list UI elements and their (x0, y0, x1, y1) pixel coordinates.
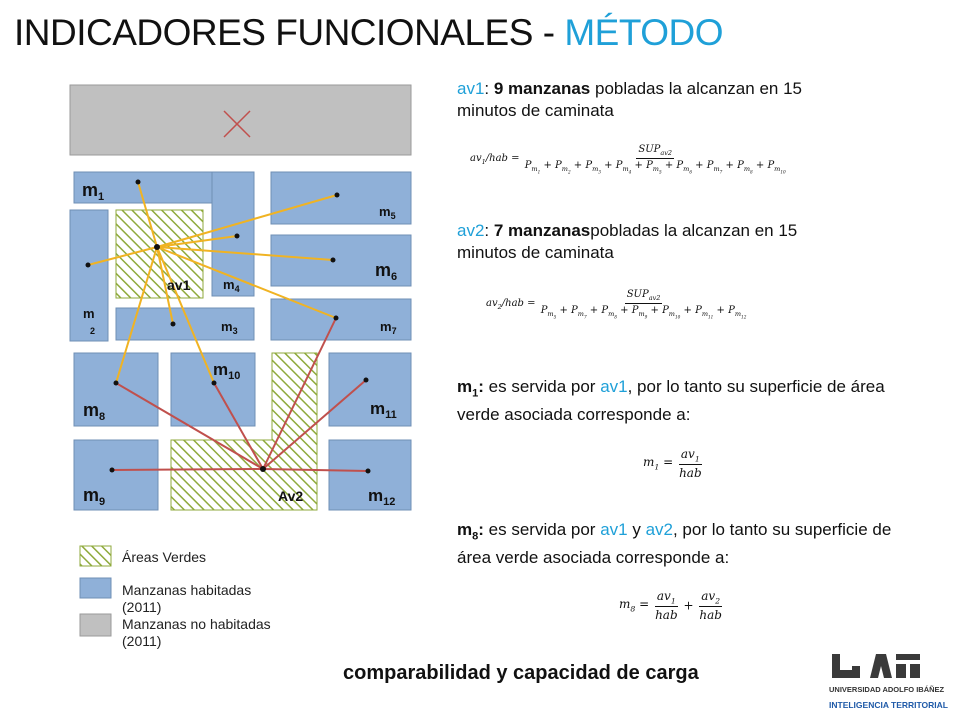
equation-m1: $m_1$ = $\frac{av_1}{\text{hab}}$ (643, 447, 702, 481)
legend-populated-label: Manzanas habitadas (2011) (122, 582, 252, 615)
centroid-m2 (86, 263, 91, 268)
label-m5: $m_5$ (379, 204, 396, 221)
legend-swatch-unpopulated (80, 614, 111, 636)
denominator-term: $P_{m_2}$ (555, 160, 571, 175)
uai-logo-mark (826, 652, 948, 714)
label-av2: Av2 (278, 488, 304, 504)
denominator-term: $P_{m_{12}}$ (728, 305, 747, 320)
centroid-m8 (114, 381, 119, 386)
centroid-m10 (212, 381, 217, 386)
centroid-m1 (136, 180, 141, 185)
denominator-term: $P_{m_9}$ (631, 305, 648, 320)
centroid-av1 (154, 244, 160, 250)
svg-text:INTELIGENCIA TERRITORIAL: INTELIGENCIA TERRITORIAL (829, 700, 948, 710)
denominator-term: $P_{m_{10}}$ (662, 305, 681, 320)
label-m9: $m_9$ (83, 485, 106, 508)
centroid-av2 (260, 466, 266, 472)
denominator-term: $P_{m_7}$ (706, 160, 723, 175)
label-m10: $m_{10}$ (213, 360, 241, 382)
denominator-term: $P_{m_{10}}$ (767, 160, 786, 175)
centroid-m11 (364, 378, 369, 383)
legend-swatch-populated (80, 578, 111, 598)
label-av1: av1 (167, 277, 191, 293)
label-m7: $m_7$ (380, 319, 397, 336)
centroid-m7 (334, 316, 339, 321)
footer-caption: comparabilidad y capacidad de carga (343, 662, 699, 684)
label-m3: $m_3$ (221, 319, 238, 336)
denominator-term: $P_{m_3}$ (585, 160, 601, 175)
denominator-term: $P_{m_8}$ (601, 305, 617, 320)
page-title: INDICADORES FUNCIONALES - MÉTODO (14, 12, 724, 53)
equation-av1: $av_1$/hab = $\frac{SUP_{av2}}{P_{m_1} + P_{m_2} + P_{m_3} + P_{m_4} + P_{m_5} + P_{m_6} + P_{m_7} + P_{m_8} + P_{m_{10}}}$ (470, 144, 786, 175)
denominator-term: $P_{m_1}$ (524, 160, 541, 175)
label-m2: m (83, 306, 95, 321)
label-m12: $m_{12}$ (368, 486, 396, 508)
av2-description: av2: 7 manzanaspobladas la alcanzan en 15 minutos de caminata (457, 221, 798, 262)
denominator-term: $P_{m_6}$ (676, 160, 692, 175)
denominator-term: $P_{m_5}$ (540, 305, 557, 320)
centroid-m4 (235, 234, 240, 239)
av1-description: av1: 9 manzanas pobladas la alcanzan en 15 minutos de caminata (457, 79, 802, 120)
centroid-m6 (331, 258, 336, 263)
label-m4: $m_4$ (223, 277, 240, 294)
legend-unpopulated-label: Manzanas no habitadas (2011) (122, 616, 271, 649)
label-m2-sub: 2 (90, 326, 96, 336)
denominator-term: $P_{m_4}$ (615, 160, 632, 175)
centroid-m9 (110, 468, 115, 473)
legend-swatch-green (80, 546, 111, 566)
block-m2 (70, 210, 108, 341)
link-av2-m9 (112, 469, 263, 470)
label-m6: $m_6$ (375, 260, 398, 283)
denominator-term: $P_{m_5}$ (646, 160, 662, 175)
denominator-term: $P_{m_{11}}$ (695, 305, 714, 320)
centroid-m5 (335, 193, 340, 198)
m1-description: $m_1$: es servida por av1, por lo tanto su superficie de área verde asociada corresponde a: (457, 377, 885, 425)
denominator-term: $P_{m_8}$ (737, 160, 753, 175)
label-m8: $m_8$ (83, 400, 106, 423)
equation-av2: $av_2$/hab = $\frac{SUP_{av2}}{P_{m_5} + P_{m_7} + P_{m_8} + P_{m_9} + P_{m_{10}} + P_{m_{11}} + P_{m_{12}}}$ (486, 289, 747, 320)
uai-logo (826, 652, 948, 719)
centroid-m3 (171, 322, 176, 327)
m8-description: $m_8$: es servida por av1 y av2, por lo tanto su superficie de área verde asociada corresponde a: (457, 520, 892, 568)
label-m11: $m_{11}$ (370, 399, 397, 421)
centroid-m12 (366, 469, 371, 474)
equation-m8: $m_8$ = $\frac{av_1}{\text{hab}}$ + $\frac{av_2}{\text{hab}}$ (619, 589, 722, 623)
denominator-term: $P_{m_7}$ (571, 305, 587, 320)
label-m1: $m_1$ (82, 180, 105, 203)
legend-green-label: Áreas Verdes (122, 549, 207, 565)
svg-text:UNIVERSIDAD ADOLFO IBÁÑEZ: UNIVERSIDAD ADOLFO IBÁÑEZ (829, 685, 945, 694)
